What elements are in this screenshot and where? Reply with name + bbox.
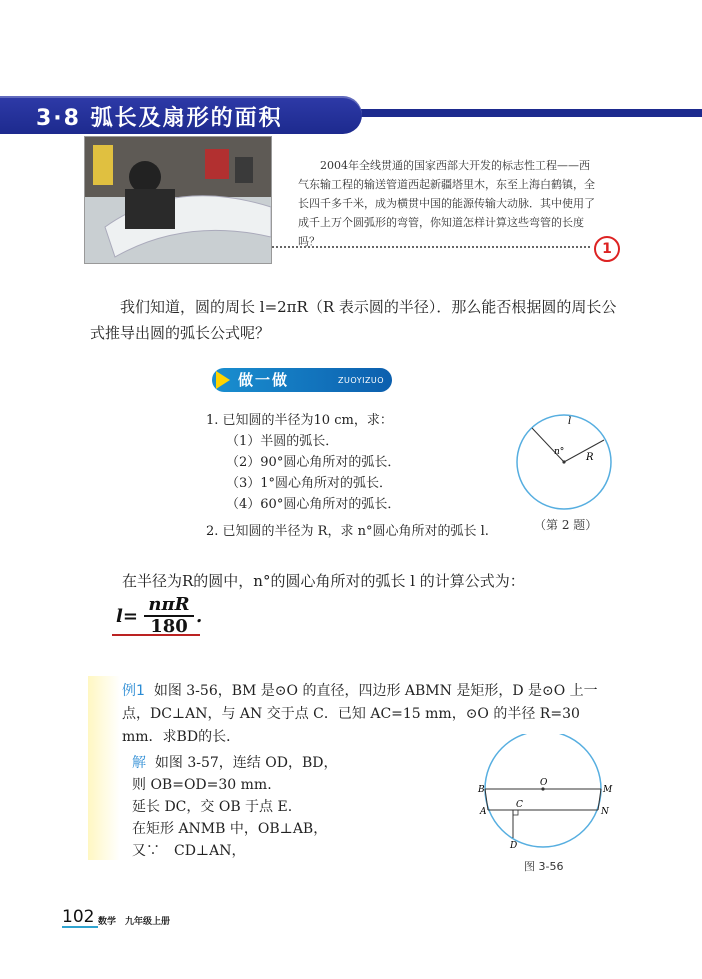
solution-line: 又∵ CD⊥AN， — [132, 843, 246, 859]
figure-caption: （第 2 题） — [534, 518, 598, 532]
activity-label: 做一做 — [238, 371, 290, 389]
example-label: 例1 — [122, 683, 145, 699]
question-1-item: （1）半圆的弧长． — [226, 434, 339, 449]
example-text: 如图 3-56，BM 是⊙O 的直径，四边形 ABMN 是矩形，D 是⊙O 上一点，DC⊥AN，与 AN 交于点 C．已知 AC=15 mm，⊙O 的半径 R=30 mm．求BD的长． — [122, 683, 598, 745]
question-1-item: （4）60°圆心角所对的弧长． — [226, 497, 401, 512]
page-number: 102 — [62, 907, 95, 927]
example-highlight — [88, 676, 120, 860]
solution-line: 如图 3-57，连结 OD，BD， — [154, 755, 338, 771]
section-title: 3·8 弧长及扇形的面积 — [36, 106, 283, 131]
fig-label-C: C — [516, 800, 523, 810]
question-1-item: （2）90°圆心角所对的弧长． — [226, 455, 401, 470]
banner-line — [340, 109, 702, 117]
formula-lhs: l= — [116, 606, 138, 627]
fig-label-A: A — [480, 807, 487, 817]
formula-denominator: 180 — [150, 616, 188, 637]
pipeline-photo — [84, 136, 272, 264]
fig-label-N: N — [601, 807, 609, 817]
fig-label-n: n° — [554, 447, 565, 457]
question-1-item: （3）1°圆心角所对的弧长． — [226, 476, 393, 491]
solution-line: 则 OB=OD=30 mm. — [132, 777, 272, 793]
formula-numerator: nπR — [144, 594, 194, 617]
figure-3-56 — [470, 734, 620, 864]
intro-paragraph: 我们知道，圆的周长 l=2πR（R 表示圆的半径）．那么能否根据圆的周长公式推导出圆的弧长公式呢？ — [90, 298, 617, 342]
question-2: 2. 已知圆的半径为 R，求 n°圆心角所对的弧长 l. — [206, 524, 489, 539]
book-title: 数学 九年级上册 — [98, 917, 171, 927]
solution-label: 解 — [132, 755, 146, 771]
figure-caption: 图 3-56 — [524, 860, 564, 873]
formula-intro: 在半径为R的圆中，n°的圆心角所对的弧长 l 的计算公式为： — [122, 572, 525, 590]
fig-label-R: R — [586, 452, 594, 463]
solution-line: 延长 DC，交 OB 于点 E. — [132, 799, 293, 815]
formula-underline — [112, 634, 200, 636]
dotted-divider — [272, 246, 590, 248]
fig-label-l: l — [568, 416, 572, 427]
fig-label-B: B — [478, 785, 485, 795]
sector-figure — [514, 412, 614, 512]
fig-label-O: O — [540, 778, 548, 788]
footer-line — [62, 926, 98, 928]
solution — [132, 752, 337, 862]
formula-end: . — [196, 606, 203, 627]
activity-pinyin: ZUOYIZUO — [338, 376, 385, 385]
circled-number-marker: 1 — [594, 236, 620, 262]
question-1: 1. 已知圆的半径为10 cm，求： — [206, 413, 393, 428]
solution-line: 在矩形 ANMB 中，OB⊥AB， — [132, 821, 328, 837]
intro-text: 2004年全线贯通的国家西部大开发的标志性工程——西气东输工程的输送管道西起新疆塔里木，东至上海白鹤镇，全长四千多千米，成为横贯中国的能源传输大动脉．其中使用了成千上万个圆弧形的弯管，你知道怎样计算这些弯管的长度吗？ — [298, 159, 595, 248]
fig-label-D: D — [510, 841, 518, 851]
fig-label-M: M — [603, 785, 613, 795]
